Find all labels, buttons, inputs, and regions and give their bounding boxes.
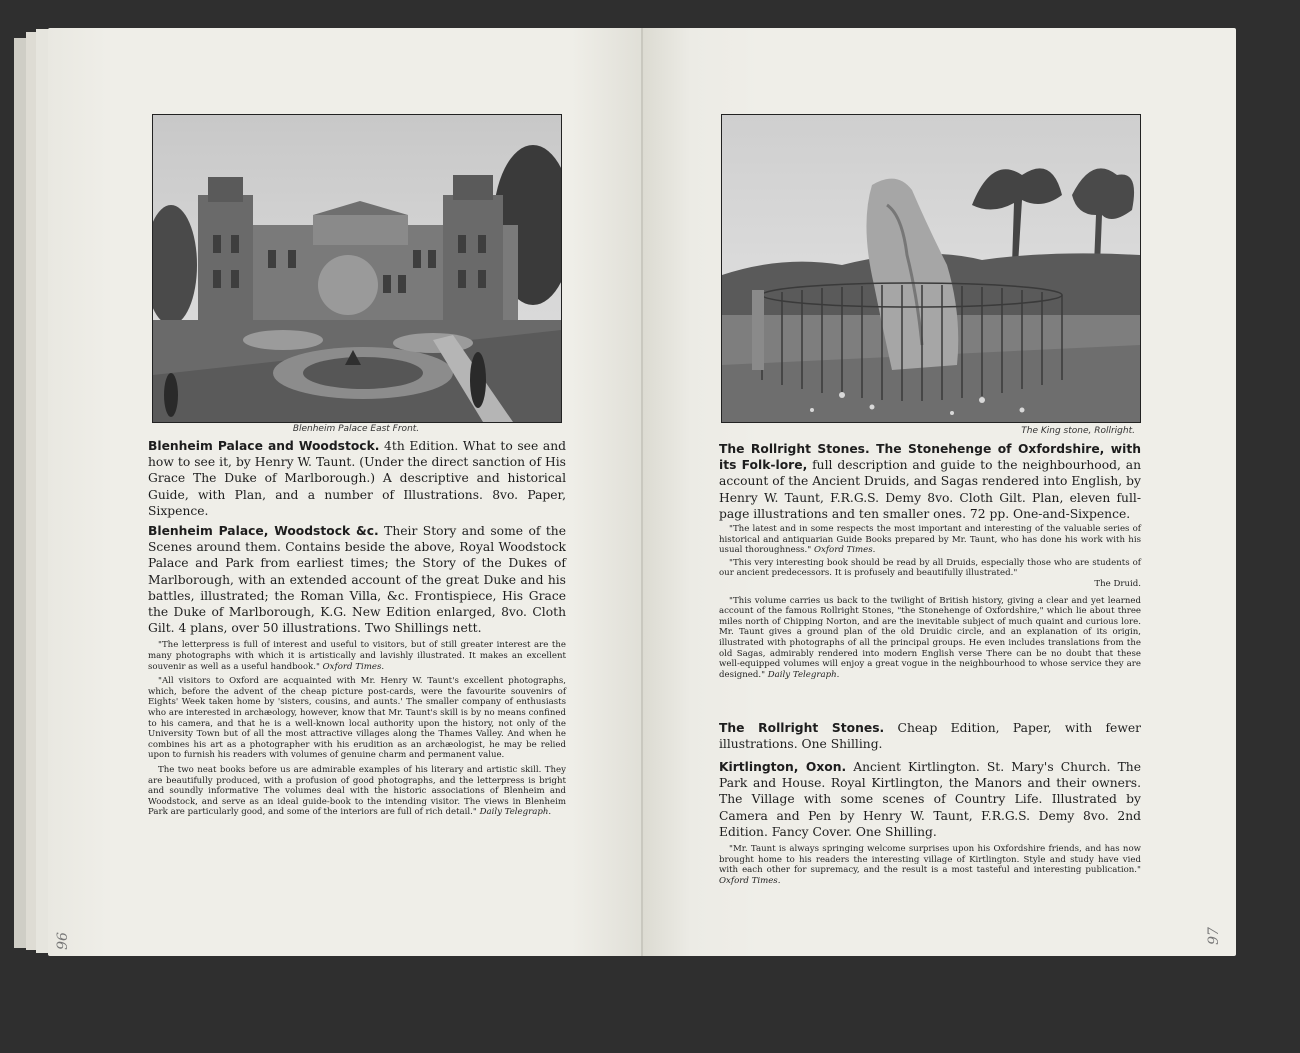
review-quote <box>719 596 1141 681</box>
entry-title: Kirtlington, Oxon. <box>719 760 847 774</box>
review-quote <box>148 676 566 761</box>
quote-text: "This volume carries us back to the twilight of British history, giving a clear and yet learned account of the famous Rollright Stones, "the Stonehenge of Oxfordshire," which lie about three miles north of Chipping Norton, and are the inevitable subject of much quaint and curious lore. Mr. Taunt gives a ground plan of the old Druidic circle, and an explanation of its origin, illustrated with photographs of all the principal groups. He even includes translations from the old Sagas, admirably rendered into modern English verse There can be no doubt that these well-equipped volumes will enjoy a great vogue in the neighbourhood to whose service they are designed." <box>719 595 1141 680</box>
left-page <box>48 28 643 956</box>
review-quote <box>719 844 1141 886</box>
entry-title: The Rollright Stones. <box>719 721 885 735</box>
quote-source: Oxford Times. <box>719 875 781 886</box>
review-quote <box>148 640 566 672</box>
photo-caption-left: Blenheim Palace East Front. <box>292 424 420 434</box>
entry-text: full description and guide to the neighbourhood, an account of the Ancient Druids, and Sagas rendered into English, by Henry W. Taunt, F.R.G.S. Demy 8vo. Cloth Gilt. Plan, eleven full-page illustrations and ten smaller ones. 72 pp. One-and-Sixpence. <box>719 458 1141 521</box>
entry-text: 4th Edition. What to see and how to see it, by Henry W. Taunt. (Under the direct sanction of His Grace The Duke of Marlborough.) A descriptive and historical Guide, with Plan, and a number of Illustrations. 8vo. Paper, Sixpence. <box>148 439 566 518</box>
entry-head <box>148 523 566 636</box>
photo-king-stone <box>721 114 1141 423</box>
review-quote <box>719 524 1141 556</box>
entry-kirtlington <box>719 759 1141 886</box>
quote-text: "The latest and in some respects the most important and interesting of the valuable series of historical and antiquarian Guide Books prepared by Mr. Taunt, who has done his work with his usual thoroughness." <box>719 524 1141 556</box>
entry-text: Their Story and some of the Scenes around them. Contains beside the above, Royal Woodstock Palace and Park from earliest times; the Story of the Dukes of Marlborough, with an extended account of the great Duke and his battles, illustrated; the Roman Villa, &c. Frontispiece, His Grace the Duke of Marlborough, K.G. New Edition enlarged, 8vo. Cloth Gilt. 4 plans, over 50 illustrations. Two Shillings nett. <box>148 524 566 636</box>
quote-source: Daily Telegraph. <box>479 807 552 818</box>
entry-head <box>719 441 1141 522</box>
quote-source: Daily Telegraph. <box>767 669 840 680</box>
photo-caption-right: The King stone, Rollright. <box>1021 426 1135 436</box>
quote-text: "Mr. Taunt is always springing welcome surprises upon his Oxfordshire friends, and has now brought home to his readers the interesting village of Kirtlington. Style and study have vied with each other for supremacy, and the result is a most tasteful and interesting publication." <box>719 844 1141 876</box>
quote-text: "The letterpress is full of interest and useful to visitors, but of still greater interest are the many photographs with which it is artistically and lavishly illustrated. It makes an excellent souvenir as well as a useful handbook." <box>148 640 566 672</box>
review-quote <box>719 558 1141 579</box>
entry-title: The Rollright Stones. The Stonehenge of Oxfordshire, with its Folk-lore, <box>719 442 1141 473</box>
entry-head <box>719 759 1141 840</box>
entry-title: Blenheim Palace and Woodstock. <box>148 439 380 453</box>
entry-text: Cheap Edition, Paper, with fewer illustrations. One Shilling. <box>719 721 1142 752</box>
entry-text: Ancient Kirtlington. St. Mary's Church. The Park and House. Royal Kirtlington, the Manors and their owners. The Village with some scenes of Country Life. Illustrated by Camera and Pen by Henry W. Taunt, F.R.G.S. Demy 8vo. 2nd Edition. Fancy Cover. One Shilling. <box>719 760 1141 839</box>
entry-head <box>719 720 1141 752</box>
king-stone-image <box>722 115 1140 422</box>
page-number-right: 97 <box>1205 927 1222 945</box>
quote-source: The Druid. <box>1094 578 1141 589</box>
entry-title: Blenheim Palace, Woodstock &c. <box>148 524 379 538</box>
entry-head <box>148 438 566 519</box>
review-quote <box>148 765 566 818</box>
quote-text: "All visitors to Oxford are acquainted with Mr. Henry W. Taunt's excellent photographs, which, before the advent of the cheap picture post-cards, were the favourite souvenirs of Eights' Week taken home by 'sisters, cousins, and aunts.' The smaller company of enthusiasts who are interested in archæology, however, know that Mr. Taunt's skill is by no means confined to his camera, and that he is a well-known local authority upon the history, not only of the University Town but of all the most attractive villages along the Thames Valley. And when he combines his art as a photographer with his erudition as an archæologist, he may be relied upon to furnish his readers with volumes of genuine charm and permanent value. <box>148 676 566 761</box>
page-number-left: 96 <box>54 932 71 950</box>
photo-blenheim-palace <box>152 114 562 423</box>
quote-source: Oxford Times. <box>322 661 385 672</box>
quote-text: "This very interesting book should be read by all Druids, especially those who are students of our ancient predecessors. It is profusely and beautifully illustrated." <box>719 557 1141 579</box>
entry-blenheim-woodstock-etc <box>148 523 566 818</box>
open-book <box>14 28 1236 956</box>
entry-rollright-cheap <box>719 720 1141 752</box>
quote-text: The two neat books before us are admirable examples of his literary and artistic skill. They are beautifully produced, with a profusion of good photographs, and the letterpress is bright and soundly informative The volumes deal with the historic associations of Blenheim and Woodstock, and serve as an ideal guide-book to the intending visitor. The views in Blenheim Park are particularly good, and some of the interiors are full of rich detail." <box>148 764 566 818</box>
entry-blenheim-woodstock <box>148 438 566 519</box>
entry-rollright-stones <box>719 441 1141 680</box>
blenheim-palace-image <box>153 115 561 422</box>
right-page <box>643 28 1236 956</box>
quote-source: Oxford Times. <box>813 545 876 556</box>
